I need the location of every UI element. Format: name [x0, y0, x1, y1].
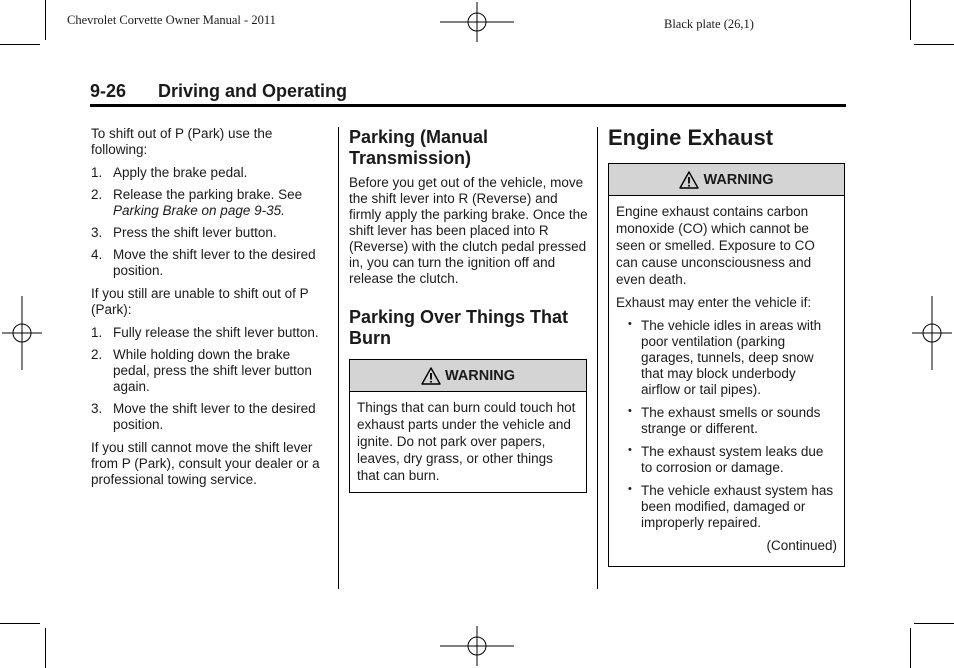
- column-3: [608, 125, 846, 567]
- bullet-text: The exhaust system leaks due to corrosion or damage.: [641, 444, 824, 475]
- column-divider: [338, 127, 339, 589]
- column-1: [91, 126, 323, 495]
- bullet-text: The vehicle exhaust system has been modified, damaged or improperly repaired.: [641, 483, 834, 530]
- step-text: Release the parking brake. See: [113, 187, 303, 202]
- warning-intro: Engine exhaust contains carbon monoxide (CO) which cannot be seen or smelled. Exposure to CO can cause unconsciousness and even death.: [616, 204, 815, 287]
- manual-title: Chevrolet Corvette Owner Manual - 2011: [67, 13, 276, 27]
- step-number: 4.: [91, 247, 103, 262]
- section-title: Driving and Operating: [158, 81, 348, 101]
- fallback-steps: [91, 325, 323, 433]
- section-header: [90, 80, 846, 107]
- list-item: • The exhaust system leaks due to corrosion or damage.: [628, 444, 824, 475]
- exhaust-conditions: [616, 318, 837, 531]
- warning-box: [349, 359, 587, 493]
- crosshair-registration-icon: [912, 296, 952, 370]
- warning-triangle-icon: [421, 367, 441, 385]
- column-2: [349, 127, 589, 493]
- shift-steps: [91, 165, 323, 279]
- step-text: Move the shift lever to the desired position.: [113, 247, 316, 278]
- step-number: 3.: [91, 401, 103, 416]
- warning-label: WARNING: [703, 171, 774, 188]
- list-item: [91, 187, 323, 219]
- crosshair-registration-icon: [440, 2, 514, 42]
- continued-label: (Continued): [766, 538, 837, 553]
- warning-label: WARNING: [444, 367, 516, 384]
- plate-label: Black plate (26,1): [664, 17, 754, 31]
- exhaust-may-enter: Exhaust may enter the vehicle if:: [616, 295, 812, 310]
- step-text: While holding down the brake pedal, press the shift lever button again.: [113, 347, 312, 394]
- column-divider: [597, 127, 598, 589]
- list-item: • The vehicle idles in areas with poor ventilation (parking garages, tunnels, deep snow that may block underbody airflow or tail pipes).: [628, 318, 822, 397]
- warning-triangle-icon: [679, 171, 699, 189]
- list-item: [91, 165, 323, 181]
- step-text: Fully release the shift lever button.: [113, 325, 319, 340]
- warning-box: [608, 163, 845, 567]
- bullet-text: The vehicle idles in areas with poor ventilation (parking garages, tunnels, deep snow that may block underbody airflow or tail pipes).: [641, 318, 822, 397]
- step-text: Move the shift lever to the desired position.: [113, 401, 316, 432]
- heading-parking-manual: Parking (Manual Transmission): [349, 127, 489, 168]
- shift-intro: To shift out of P (Park) use the following:: [91, 126, 273, 157]
- still-unable-text: If you still are unable to shift out of P (Park):: [91, 286, 309, 317]
- step-text: Press the shift lever button.: [113, 225, 277, 240]
- crosshair-registration-icon: [440, 626, 514, 666]
- heading-engine-exhaust: Engine Exhaust: [608, 125, 774, 150]
- list-item: • The vehicle exhaust system has been modified, damaged or improperly repaired.: [628, 483, 834, 530]
- step-number: 2.: [91, 347, 103, 362]
- heading-parking-burn: Parking Over Things That Burn: [349, 307, 569, 348]
- step-number: 2.: [91, 187, 103, 202]
- list-item: • The exhaust smells or sounds strange or different.: [628, 405, 821, 436]
- step-number: 1.: [91, 165, 103, 180]
- warning-header: [350, 360, 586, 392]
- page-number: 9-26: [90, 81, 127, 101]
- warning-header: [609, 164, 844, 196]
- closing-text: If you still cannot move the shift lever from P (Park), consult your dealer or a professional towing service.: [91, 440, 320, 487]
- step-number: 3.: [91, 225, 103, 240]
- list-item: [91, 347, 323, 395]
- crosshair-registration-icon: [2, 296, 42, 370]
- bullet-text: The exhaust smells or sounds strange or different.: [641, 405, 821, 436]
- cross-reference-link[interactable]: Parking Brake on page 9-35.: [113, 203, 285, 218]
- list-item: [91, 247, 323, 279]
- step-number: 1.: [91, 325, 103, 340]
- list-item: [91, 225, 323, 241]
- warning-text: Things that can burn could touch hot exhaust parts under the vehicle and ignite. Do not park over papers, leaves, dry grass, or other things that can burn.: [357, 400, 576, 483]
- list-item: [91, 325, 323, 341]
- step-text: Apply the brake pedal.: [113, 165, 248, 180]
- list-item: [91, 401, 323, 433]
- parking-manual-body: Before you get out of the vehicle, move the shift lever into R (Reverse) and firmly apply the parking brake. Once the shift lever has been placed into R (Reverse) with the clutch pedal pressed in, you can turn the ignition off and release the clutch.: [349, 175, 588, 286]
